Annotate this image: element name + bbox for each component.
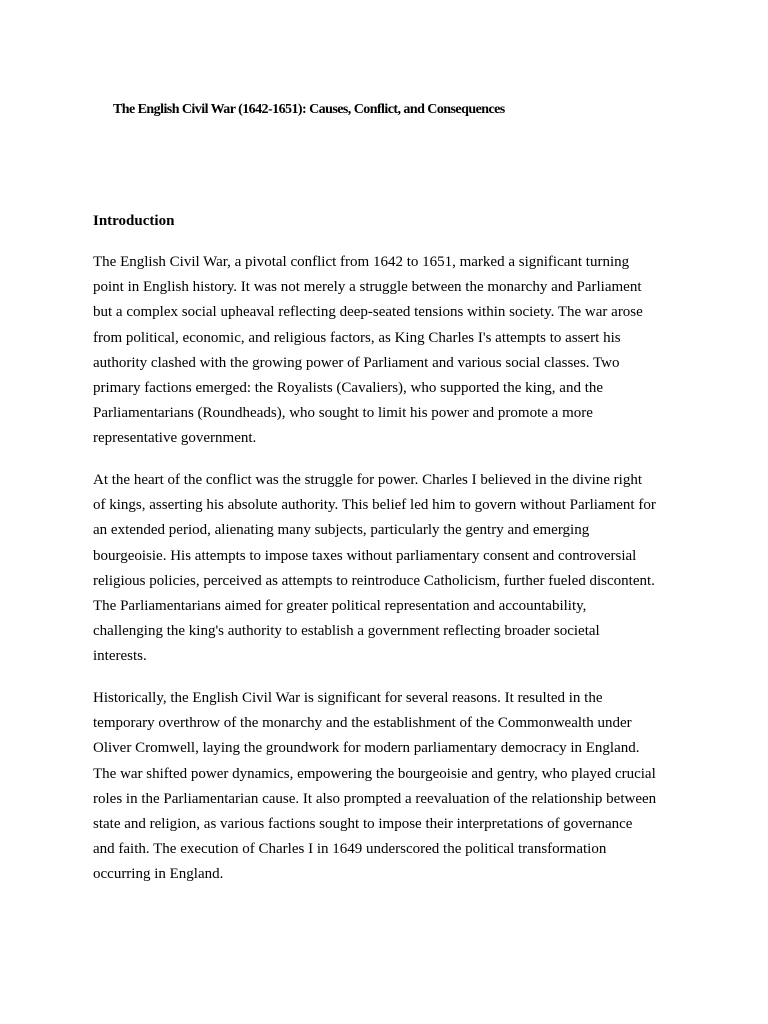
paragraph-line: The Parliamentarians aimed for greater political representation and accountability, <box>93 598 587 615</box>
paragraph-line: and faith. The execution of Charles I in 1649 underscored the political transformation <box>93 841 607 858</box>
paragraph-2 <box>93 468 683 670</box>
section-heading-introduction: Introduction <box>93 213 175 229</box>
paragraph-line: point in English history. It was not merely a struggle between the monarchy and Parliament <box>93 279 642 296</box>
paragraph-line: authority clashed with the growing power of Parliament and various social classes. Two <box>93 354 620 371</box>
paragraph-line: challenging the king's authority to establish a government reflecting broader societal <box>93 623 600 640</box>
paragraph-line: occurring in England. <box>93 866 224 883</box>
paragraph-line: The English Civil War, a pivotal conflict from 1642 to 1651, marked a significant turning <box>93 254 630 270</box>
paragraph-line: of kings, asserting his absolute authority. This belief led him to govern without Parliament for <box>93 497 656 514</box>
paragraph-3 <box>93 686 683 888</box>
paragraph-line: religious policies, perceived as attempts to reintroduce Catholicism, further fueled discontent. <box>93 572 655 589</box>
paragraph-line: primary factions emerged: the Royalists (Cavaliers), who supported the king, and the <box>93 380 604 397</box>
paragraph-line: state and religion, as various factions sought to impose their interpretations of governance <box>93 816 633 833</box>
paragraph-line: Parliamentarians (Roundheads), who sought to limit his power and promote a more <box>93 405 593 422</box>
document-title: The English Civil War (1642-1651): Causes, Conflict, and Consequences <box>113 102 505 117</box>
paragraph-line: Historically, the English Civil War is significant for several reasons. It resulted in the <box>93 690 603 706</box>
paragraph-line: an extended period, alienating many subjects, particularly the gentry and emerging <box>93 522 590 539</box>
paragraph-line: but a complex social upheaval reflecting deep-seated tensions within society. The war arose <box>93 304 643 321</box>
paragraph-line: At the heart of the conflict was the struggle for power. Charles I believed in the divine right <box>93 472 643 488</box>
paragraph-line: bourgeoisie. His attempts to impose taxes without parliamentary consent and controversial <box>93 547 637 564</box>
paragraph-line: The war shifted power dynamics, empowering the bourgeoisie and gentry, who played crucial <box>93 765 656 782</box>
paragraph-line: Oliver Cromwell, laying the groundwork for modern parliamentary democracy in England. <box>93 740 640 757</box>
paragraph-line: temporary overthrow of the monarchy and the establishment of the Commonwealth under <box>93 715 632 732</box>
paragraph-line: roles in the Parliamentarian cause. It also prompted a reevaluation of the relationship between <box>93 790 657 807</box>
paragraph-1 <box>93 250 683 452</box>
paragraph-line: representative government. <box>93 430 257 447</box>
paragraph-line: from political, economic, and religious factors, as King Charles I's attempts to assert his <box>93 329 621 346</box>
paragraph-line: interests. <box>93 648 147 665</box>
